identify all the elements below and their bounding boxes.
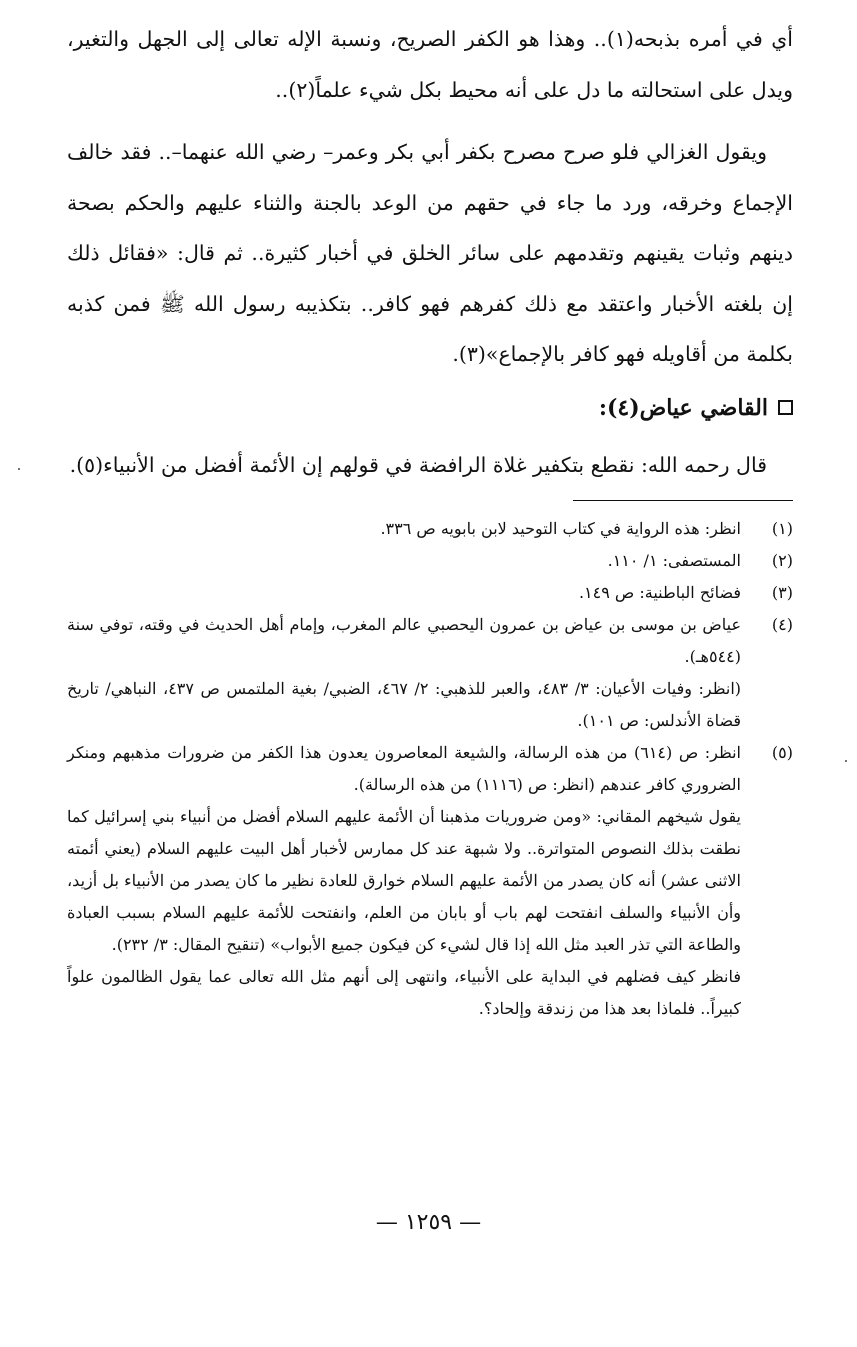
page-number: — ١٢٥٩ — [375, 1210, 482, 1235]
footnote-number: (٤) [771, 615, 793, 634]
section-heading [67, 386, 793, 430]
body-paragraph-2: ويقول الغزالي فلو صرح مصرح بكفر أبي بكر وعمر– رضي الله عنهما–.. فقد خالف الإجماع وخرقه، ورد ما جاء في حقهم من الوعد بالجنة والثناء عليهم والحكم بصحة دينهم وثبات يقينهم وتقدمهم على سائر الخلق في أخبار كثيرة.. ثم قال: «فقائل ذلك إن بلغته الأخبار واعتقد مع ذلك كفرهم فهو كافر.. بتكذيبه رسول الله ﷺ فمن كذبه بكلمة من أقاويله فهو كافر بالإجماع»(٣). [67, 140, 794, 366]
square-bullet-icon [778, 400, 793, 415]
section-heading-text: القاضي عياض(٤): [598, 394, 768, 421]
footnote-2 [67, 545, 793, 577]
footnote-3 [67, 577, 793, 609]
footnote-text [67, 609, 741, 737]
document-page [67, 14, 793, 1025]
footnote-number: (٢) [771, 551, 793, 570]
body-paragraph-3: قال رحمه الله: نقطع بتكفير غلاة الرافضة في قولهم إن الأئمة أفضل من الأنبياء(٥). [69, 452, 767, 477]
footnote-line: المستصفى: ١/ ١١٠. [607, 551, 741, 570]
footnote-text [67, 545, 741, 577]
footnote-line: (انظر: وفيات الأعيان: ٣/ ٤٨٣، والعبر للذهبي: ٢/ ٤٦٧، الضبي/ بغية الملتمس ص ٤٣٧، النباهي/ تاريخ قضاة الأندلس: ص ١٠١). [67, 679, 742, 730]
footnote-line: فضائح الباطنية: ص ١٤٩. [578, 583, 741, 602]
footnote-line: عياض بن موسى بن عياض بن عمرون اليحصبي عالم المغرب، وإمام أهل الحديث في وقته، توفي سنة (٥٤٤هـ). [67, 615, 741, 666]
scan-speck [845, 760, 847, 762]
footnote-line: انظر: هذه الرواية في كتاب التوحيد لابن بابويه ص ٣٣٦. [380, 519, 741, 538]
footnote-text [67, 513, 741, 545]
scan-speck [18, 468, 20, 470]
footnote-number: (٣) [771, 583, 793, 602]
footnotes [67, 513, 793, 1025]
footnote-line: فانظر كيف فضلهم في البداية على الأنبياء، وانتهى إلى أنهم مثل الله تعالى عما يقول الظالمون علواً كبيراً.. فلماذا بعد هذا من زندقة وإلحاد؟. [67, 967, 741, 1018]
footnote-separator [573, 500, 793, 501]
footnote-4 [67, 609, 793, 737]
footnote-text [67, 737, 741, 1025]
footnote-line: انظر: ص (٦١٤) من هذه الرسالة، والشيعة المعاصرون يعدون هذا الكفر من ضرورات مذهبهم ومنكر الضروري كافر عندهم (انظر: ص (١١١٦) من هذه الرسالة). [67, 743, 741, 794]
footnote-1 [67, 513, 793, 545]
footnote-line: يقول شيخهم المقاني: «ومن ضروريات مذهبنا أن الأئمة عليهم السلام أفضل من أنبياء بني إسرائيل كما نطقت بذلك النصوص المتواترة.. ولا شبهة عند كل ممارس لأخبار أهل البيت عليهم السلام (يعني أئمته الاثنى عشر) أنه كان يصدر من الأئمة عليهم السلام خوارق للعادة نظير ما كان يصدر من الأنبياء بل أزيد، وأن الأنبياء والسلف انفتحت لهم باب أو بابان من العلم، وانفتحت للأئمة عليهم السلام بسبب العبادة والطاعة التي تذر العبد مثل الله إذا قال لشيء كن فيكون جميع الأبواب» (تنقيح المقال: ٣/ ٢٣٢). [67, 807, 742, 954]
body-paragraph-1: أي في أمره بذبحه(١).. وهذا هو الكفر الصريح، ونسبة الإله تعالى إلى الجهل والتغير، ويدل على استحالته ما دل على أنه محيط بكل شيء علماً(٢).. [67, 27, 793, 102]
footnote-number: (١) [771, 519, 793, 538]
footnote-text [67, 577, 741, 609]
footnote-5 [67, 737, 793, 1025]
footnote-number: (٥) [771, 743, 793, 762]
